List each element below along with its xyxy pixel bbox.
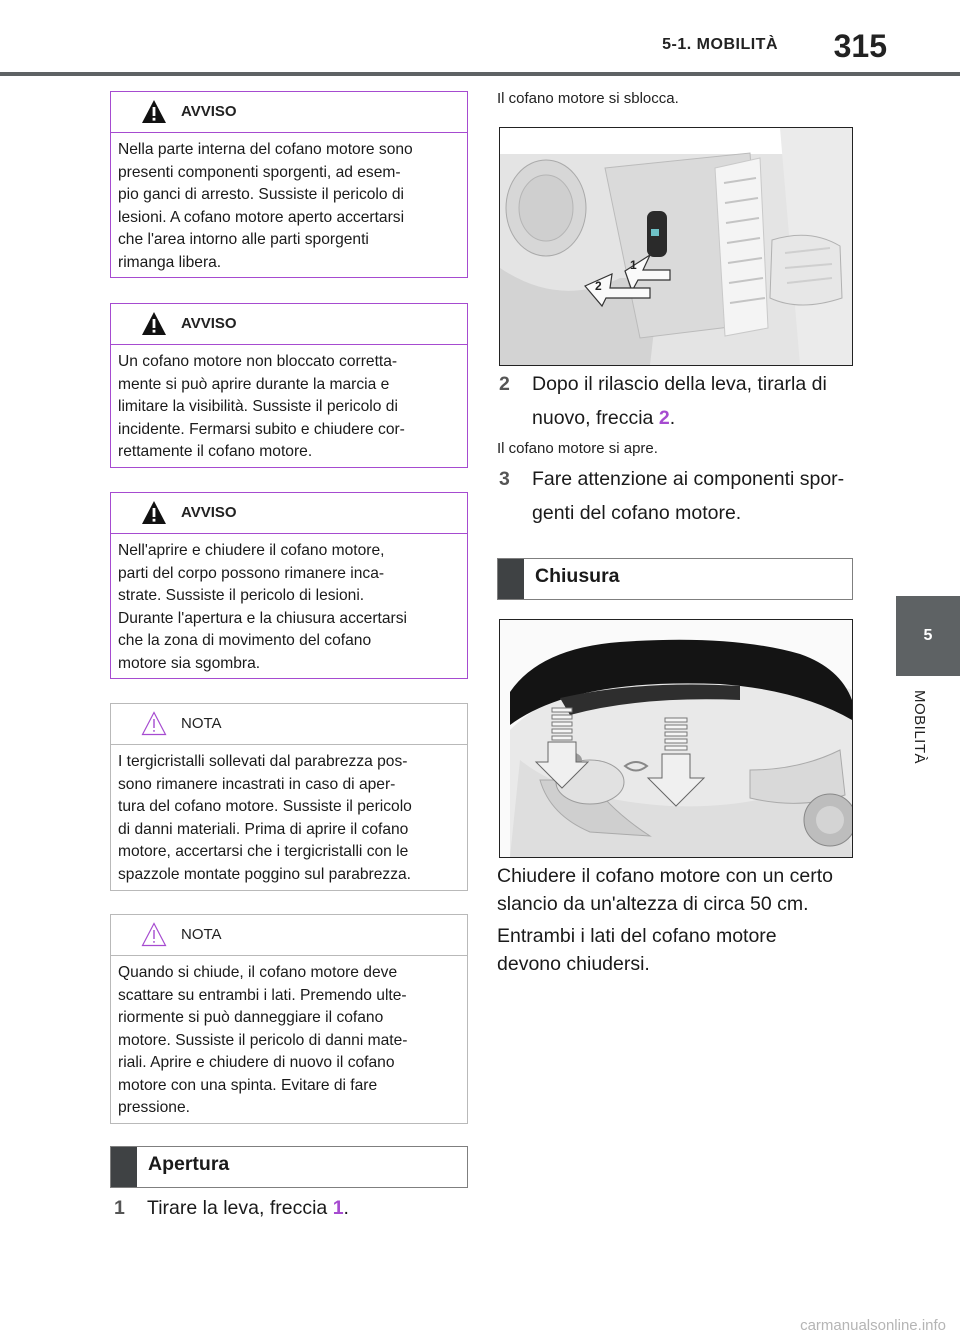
step-3 <box>499 463 859 529</box>
hood-closing-illustration <box>500 620 852 857</box>
step-text-end: . <box>669 407 676 429</box>
chapter-label: MOBILITÀ <box>911 690 928 765</box>
hood-release-lever-illustration <box>500 128 852 365</box>
warning-triangle-icon <box>141 311 167 336</box>
section-heading-label: Apertura <box>148 1153 230 1175</box>
step-number: 1 <box>114 1197 125 1219</box>
hood-closing-figure <box>499 619 853 858</box>
watermark: carmanualsonline.info <box>800 1317 946 1334</box>
text-line: lesioni. A cofano motore aperto accertarsi <box>118 208 405 226</box>
step-number: 2 <box>499 373 510 395</box>
unlock-note: Il cofano motore si sblocca. <box>497 90 679 107</box>
step-text-line: genti del cofano motore. <box>532 502 742 524</box>
note-box <box>110 914 468 1124</box>
note-title: NOTA <box>181 715 222 732</box>
text-line: Nell'aprire e chiudere il cofano motore, <box>118 542 385 559</box>
text-line: parti del corpo possono rimanere inca- <box>118 564 385 582</box>
warning-box <box>110 492 468 679</box>
step-text <box>114 1192 474 1224</box>
arrow-reference: 2 <box>658 407 670 429</box>
arrow-reference: 1 <box>332 1197 344 1219</box>
step-2 <box>499 368 859 434</box>
callout-2: 2 <box>595 279 602 293</box>
warning-title: AVVISO <box>181 315 237 332</box>
text-line: rettamente il cofano motore. <box>118 443 313 460</box>
callout-1: 1 <box>630 258 637 272</box>
warning-title: AVVISO <box>181 504 237 521</box>
step-text-end: . <box>343 1197 349 1219</box>
note-text <box>111 745 467 894</box>
warning-triangle-icon <box>141 99 167 124</box>
step-text-main: nuovo, freccia <box>532 407 654 429</box>
text-line: rimanga libera. <box>118 253 222 271</box>
text-line: Entrambi i lati del cofano motore <box>497 925 777 947</box>
note-header <box>111 704 467 745</box>
open-note: Il cofano motore si apre. <box>497 440 658 457</box>
text-line: sono rimanere incastrati in caso di aper- <box>118 775 396 793</box>
section-bar <box>498 559 524 599</box>
text-line: motore con una spinta. Evitare di fare <box>118 1076 378 1094</box>
section-heading-apertura <box>110 1146 468 1188</box>
warning-header <box>111 493 467 534</box>
text-line: scattare su entrambi i lati. Premendo ulte- <box>118 986 407 1004</box>
lever-figure <box>499 127 853 366</box>
closing-paragraph-2 <box>497 922 777 978</box>
section-heading-label: Chiusura <box>535 565 620 587</box>
warning-box <box>110 303 468 468</box>
text-line: che la zona di movimento del cofano <box>118 632 372 649</box>
warning-text <box>111 133 467 282</box>
section-bar <box>111 1147 137 1187</box>
warning-title: AVVISO <box>181 103 237 120</box>
warning-header <box>111 304 467 345</box>
text-line: mente si può aprire durante la marcia e <box>118 375 390 393</box>
text-line: strate. Sussiste il pericolo di lesioni. <box>118 587 365 604</box>
text-line: Durante l'apertura e la chiusura accertarsi <box>118 609 408 627</box>
note-header <box>111 915 467 956</box>
text-line: motore. Sussiste il pericolo di danni mate- <box>118 1031 408 1049</box>
text-line: Chiudere il cofano motore con un certo <box>497 865 834 887</box>
section-title: 5-1. MOBILITÀ <box>662 36 778 53</box>
header-rule <box>0 72 960 76</box>
step-text-line: Fare attenzione ai componenti spor- <box>532 468 845 490</box>
text-line: che l'area intorno alle parti sporgenti <box>118 231 369 248</box>
caution-triangle-icon <box>141 922 167 947</box>
note-text <box>111 956 467 1128</box>
text-line: riormente si può danneggiare il cofano <box>118 1009 384 1026</box>
text-line: Nella parte interna del cofano motore sono <box>118 141 413 158</box>
warning-triangle-icon <box>141 500 167 525</box>
text-line: limitare la visibilità. Sussiste il pericolo di <box>118 398 398 415</box>
text-line: presenti componenti sporgenti, ad esem- <box>118 163 401 181</box>
caution-triangle-icon <box>141 711 167 736</box>
warning-header <box>111 92 467 133</box>
step-text-line: Dopo il rilascio della leva, tirarla di <box>532 373 827 395</box>
text-line: slancio da un'altezza di circa 50 cm. <box>497 893 809 915</box>
warning-text <box>111 534 467 683</box>
text-line: motore sia sgombra. <box>118 654 261 672</box>
step-text-main: Tirare la leva, freccia <box>147 1197 328 1219</box>
step-1 <box>114 1192 474 1224</box>
step-text-line <box>499 402 859 434</box>
closing-paragraph <box>497 862 833 918</box>
text-line: I tergicristalli sollevati dal parabrezza pos- <box>118 753 408 770</box>
section-heading-chiusura <box>497 558 853 600</box>
note-box <box>110 703 468 891</box>
text-line: incidente. Fermarsi subito e chiudere cor- <box>118 420 405 438</box>
text-line: spazzole montate poggino sul parabrezza. <box>118 865 411 883</box>
text-line: pio ganci di arresto. Sussiste il pericolo di <box>118 186 405 203</box>
text-line: tura del cofano motore. Sussiste il pericolo <box>118 798 412 815</box>
step-number: 3 <box>499 468 510 490</box>
text-line: pressione. <box>118 1099 190 1116</box>
note-title: NOTA <box>181 926 222 943</box>
warning-box <box>110 91 468 278</box>
text-line: motore, accertarsi che i tergicristalli con le <box>118 843 409 860</box>
text-line: di danni materiali. Prima di aprire il cofano <box>118 820 409 838</box>
text-line: riali. Aprire e chiudere di nuovo il cofano <box>118 1054 395 1071</box>
page-number: 315 <box>833 28 887 64</box>
text-line: Quando si chiude, il cofano motore deve <box>118 964 398 981</box>
text-line: Un cofano motore non bloccato corretta- <box>118 353 398 370</box>
warning-text <box>111 345 467 472</box>
text-line: devono chiudersi. <box>497 953 650 975</box>
chapter-tab: 5 <box>896 596 960 676</box>
